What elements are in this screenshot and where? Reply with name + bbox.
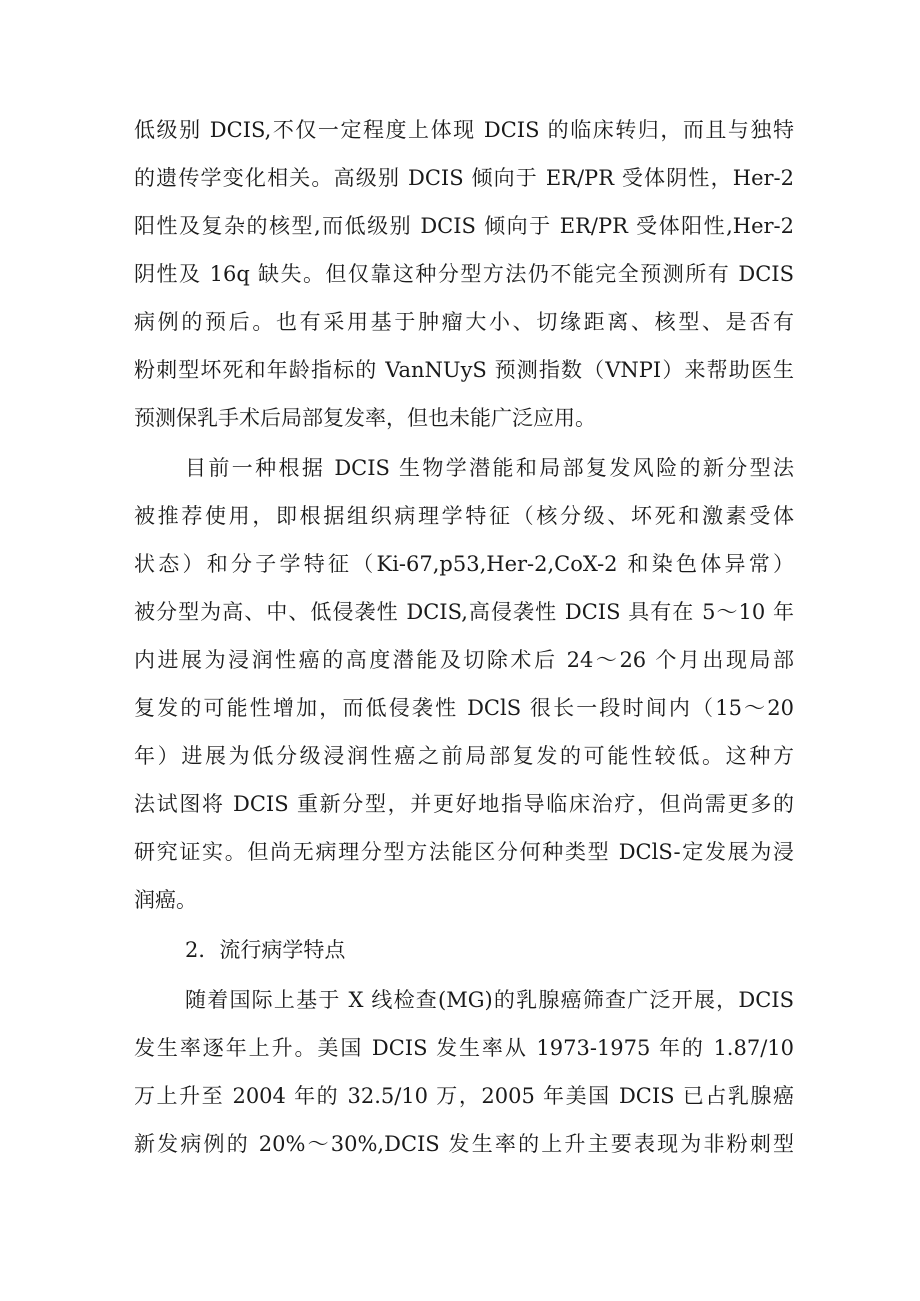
paragraph-1-line: 预测保乳手术后局部复发率，但也未能广泛应用。 [134, 406, 596, 430]
paragraph-2-line: 润癌。 [134, 888, 197, 912]
paragraph-1-line: 阳性及复杂的核型,而低级别 DCIS 倾向于 ER/PR 受体阳性,Her-2 [134, 214, 794, 238]
paragraph-2-line: 研究证实。但尚无病理分型方法能区分何种类型 DClS-定发展为浸 [134, 840, 794, 864]
paragraph-3-line: 万上升至 2004 年的 32.5/10 万，2005 年美国 DCIS 已占乳腺癌 [134, 1084, 794, 1108]
paragraph-1-line: 粉刺型坏死和年龄指标的 VanNUyS 预测指数（VNPI）来帮助医生 [134, 358, 794, 382]
paragraph-2-line: 状态）和分子学特征（Ki-67,p53,Her-2,CoX-2 和染色体异常） [134, 552, 794, 576]
section-heading: 2．流行病学特点 [185, 938, 346, 962]
paragraph-3-line: 随着国际上基于 X 线检查(MG)的乳腺癌筛查广泛开展，DCIS [185, 988, 794, 1012]
paragraph-2-line: 法试图将 DCIS 重新分型，并更好地指导临床治疗，但尚需更多的 [134, 792, 794, 816]
paragraph-3-line: 发生率逐年上升。美国 DCIS 发生率从 1973-1975 年的 1.87/10 [134, 1036, 794, 1060]
paragraph-1-line: 低级别 DCIS,不仅一定程度上体现 DCIS 的临床转归，而且与独特 [134, 118, 794, 142]
paragraph-3-line: 新发病例的 20%～30%,DCIS 发生率的上升主要表现为非粉刺型 [134, 1132, 794, 1156]
paragraph-1-line: 阴性及 16q 缺失。但仅靠这种分型方法仍不能完全预测所有 DCIS [134, 262, 794, 286]
paragraph-2-line: 目前一种根据 DCIS 生物学潜能和局部复发风险的新分型法 [185, 456, 794, 480]
paragraph-2-line: 被推荐使用，即根据组织病理学特征（核分级、坏死和激素受体 [134, 504, 794, 528]
paragraph-2-line: 被分型为高、中、低侵袭性 DCIS,高侵袭性 DCIS 具有在 5～10 年 [134, 600, 794, 624]
paragraph-2-line: 年）进展为低分级浸润性癌之前局部复发的可能性较低。这种方 [134, 744, 794, 768]
paragraph-1-line: 的遗传学变化相关。高级别 DCIS 倾向于 ER/PR 受体阴性，Her-2 [134, 166, 794, 190]
paragraph-1-line: 病例的预后。也有采用基于肿瘤大小、切缘距离、核型、是否有 [134, 310, 794, 334]
paragraph-2-line: 复发的可能性增加，而低侵袭性 DClS 很长一段时间内（15～20 [134, 696, 794, 720]
paragraph-2-line: 内进展为浸润性癌的高度潜能及切除术后 24～26 个月出现局部 [134, 648, 794, 672]
